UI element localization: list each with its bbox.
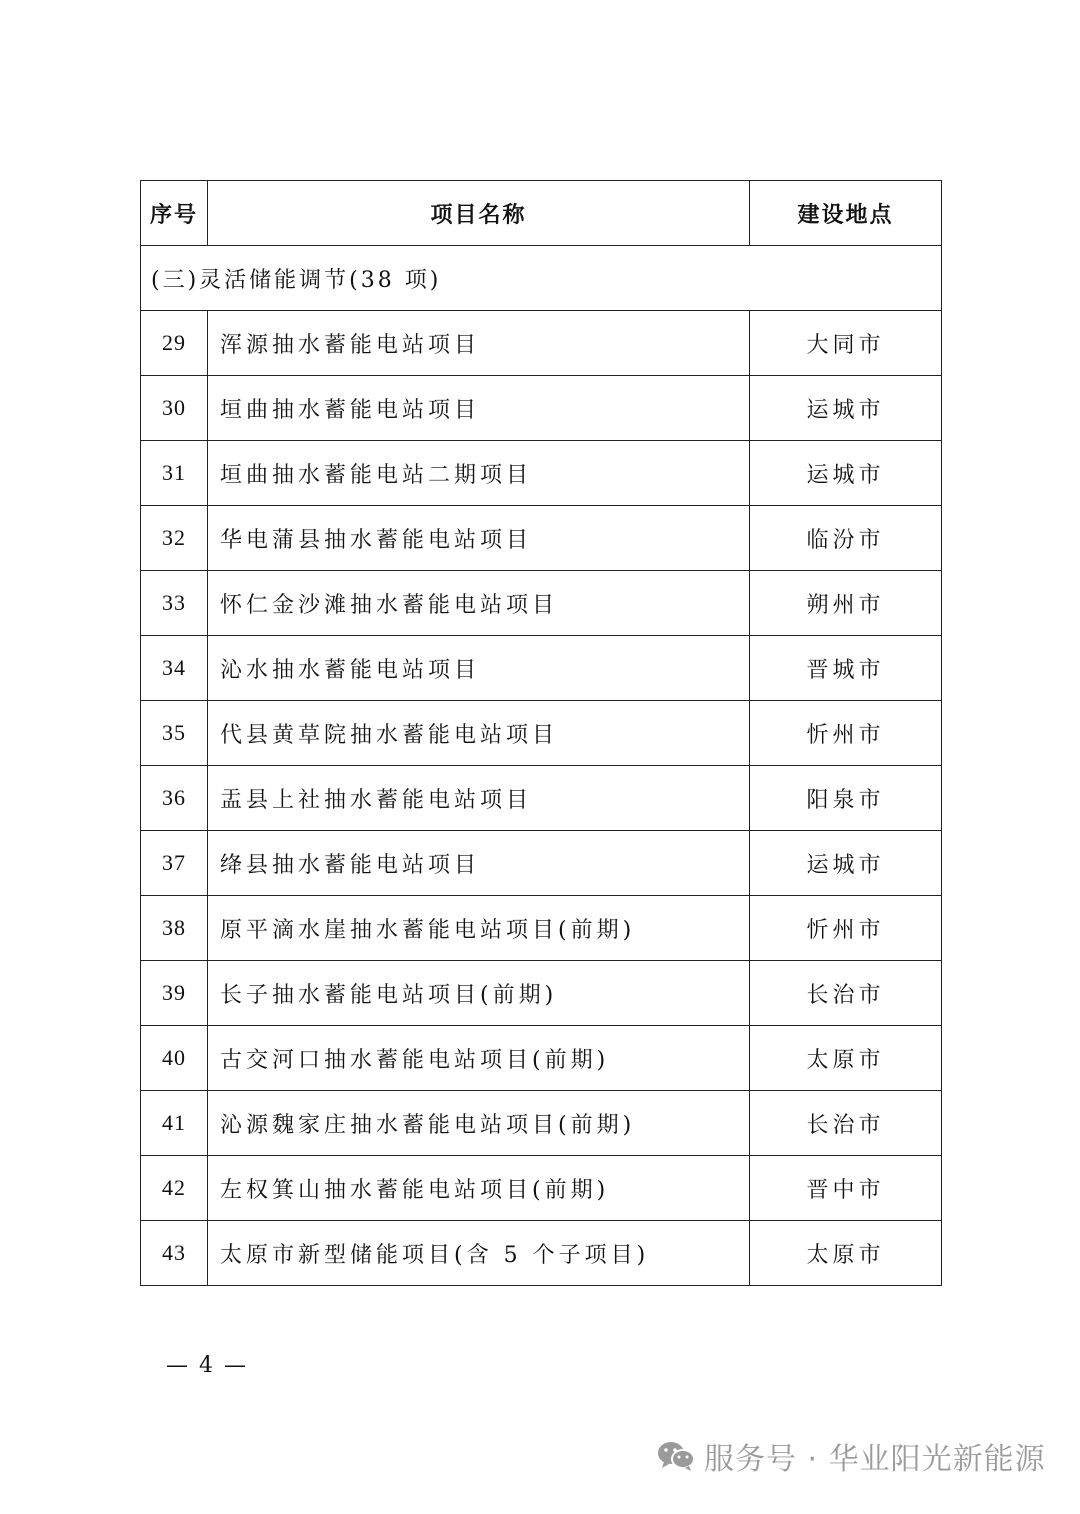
project-name: 绛县抽水蓄能电站项目 — [208, 831, 750, 896]
table-row — [141, 831, 942, 896]
project-name: 华电蒲县抽水蓄能电站项目 — [208, 506, 750, 571]
project-location: 长治市 — [750, 1091, 942, 1156]
project-location: 太原市 — [750, 1221, 942, 1286]
row-number: 32 — [141, 506, 208, 571]
row-number: 37 — [141, 831, 208, 896]
project-location: 运城市 — [750, 376, 942, 441]
project-name: 太原市新型储能项目(含 5 个子项目) — [208, 1221, 750, 1286]
project-location: 朔州市 — [750, 571, 942, 636]
project-location: 晋城市 — [750, 636, 942, 701]
project-name: 浑源抽水蓄能电站项目 — [208, 311, 750, 376]
project-name: 代县黄草院抽水蓄能电站项目 — [208, 701, 750, 766]
table-row — [141, 441, 942, 506]
row-number: 31 — [141, 441, 208, 506]
header-name: 项目名称 — [208, 181, 750, 246]
row-number: 36 — [141, 766, 208, 831]
row-number: 40 — [141, 1026, 208, 1091]
table-row — [141, 1221, 942, 1286]
project-name: 怀仁金沙滩抽水蓄能电站项目 — [208, 571, 750, 636]
project-location: 太原市 — [750, 1026, 942, 1091]
header-location: 建设地点 — [750, 181, 942, 246]
project-name: 垣曲抽水蓄能电站二期项目 — [208, 441, 750, 506]
row-number: 38 — [141, 896, 208, 961]
row-number: 29 — [141, 311, 208, 376]
table-row — [141, 961, 942, 1026]
table-row — [141, 896, 942, 961]
watermark-text: 服务号 · 华业阳光新能源 — [704, 1442, 1046, 1477]
row-number: 34 — [141, 636, 208, 701]
table-row — [141, 766, 942, 831]
project-location: 运城市 — [750, 441, 942, 506]
table-row — [141, 1091, 942, 1156]
wechat-icon — [656, 1439, 696, 1473]
table-header-row — [141, 181, 942, 246]
project-location: 运城市 — [750, 831, 942, 896]
project-name: 垣曲抽水蓄能电站项目 — [208, 376, 750, 441]
project-name: 长子抽水蓄能电站项目(前期) — [208, 961, 750, 1026]
row-number: 41 — [141, 1091, 208, 1156]
project-name: 沁源魏家庄抽水蓄能电站项目(前期) — [208, 1091, 750, 1156]
project-name: 沁水抽水蓄能电站项目 — [208, 636, 750, 701]
project-name: 盂县上社抽水蓄能电站项目 — [208, 766, 750, 831]
section-title: (三)灵活储能调节(38 项) — [141, 246, 942, 311]
table-row — [141, 1026, 942, 1091]
page-number: — 4 — — [166, 1353, 248, 1378]
row-number: 43 — [141, 1221, 208, 1286]
table-row — [141, 571, 942, 636]
project-name: 原平滴水崖抽水蓄能电站项目(前期) — [208, 896, 750, 961]
row-number: 39 — [141, 961, 208, 1026]
row-number: 42 — [141, 1156, 208, 1221]
row-number: 33 — [141, 571, 208, 636]
project-location: 长治市 — [750, 961, 942, 1026]
row-number: 30 — [141, 376, 208, 441]
table-row — [141, 636, 942, 701]
project-location: 忻州市 — [750, 896, 942, 961]
project-location: 大同市 — [750, 311, 942, 376]
project-name: 古交河口抽水蓄能电站项目(前期) — [208, 1026, 750, 1091]
row-number: 35 — [141, 701, 208, 766]
project-location: 忻州市 — [750, 701, 942, 766]
projects-table — [140, 180, 942, 1286]
table-row — [141, 1156, 942, 1221]
table-row — [141, 701, 942, 766]
header-no: 序号 — [141, 181, 208, 246]
table-row — [141, 376, 942, 441]
project-location: 临汾市 — [750, 506, 942, 571]
section-row — [141, 246, 942, 311]
project-name: 左权箕山抽水蓄能电站项目(前期) — [208, 1156, 750, 1221]
watermark — [656, 1434, 1046, 1478]
project-location: 阳泉市 — [750, 766, 942, 831]
table-row — [141, 506, 942, 571]
project-location: 晋中市 — [750, 1156, 942, 1221]
table-row — [141, 311, 942, 376]
